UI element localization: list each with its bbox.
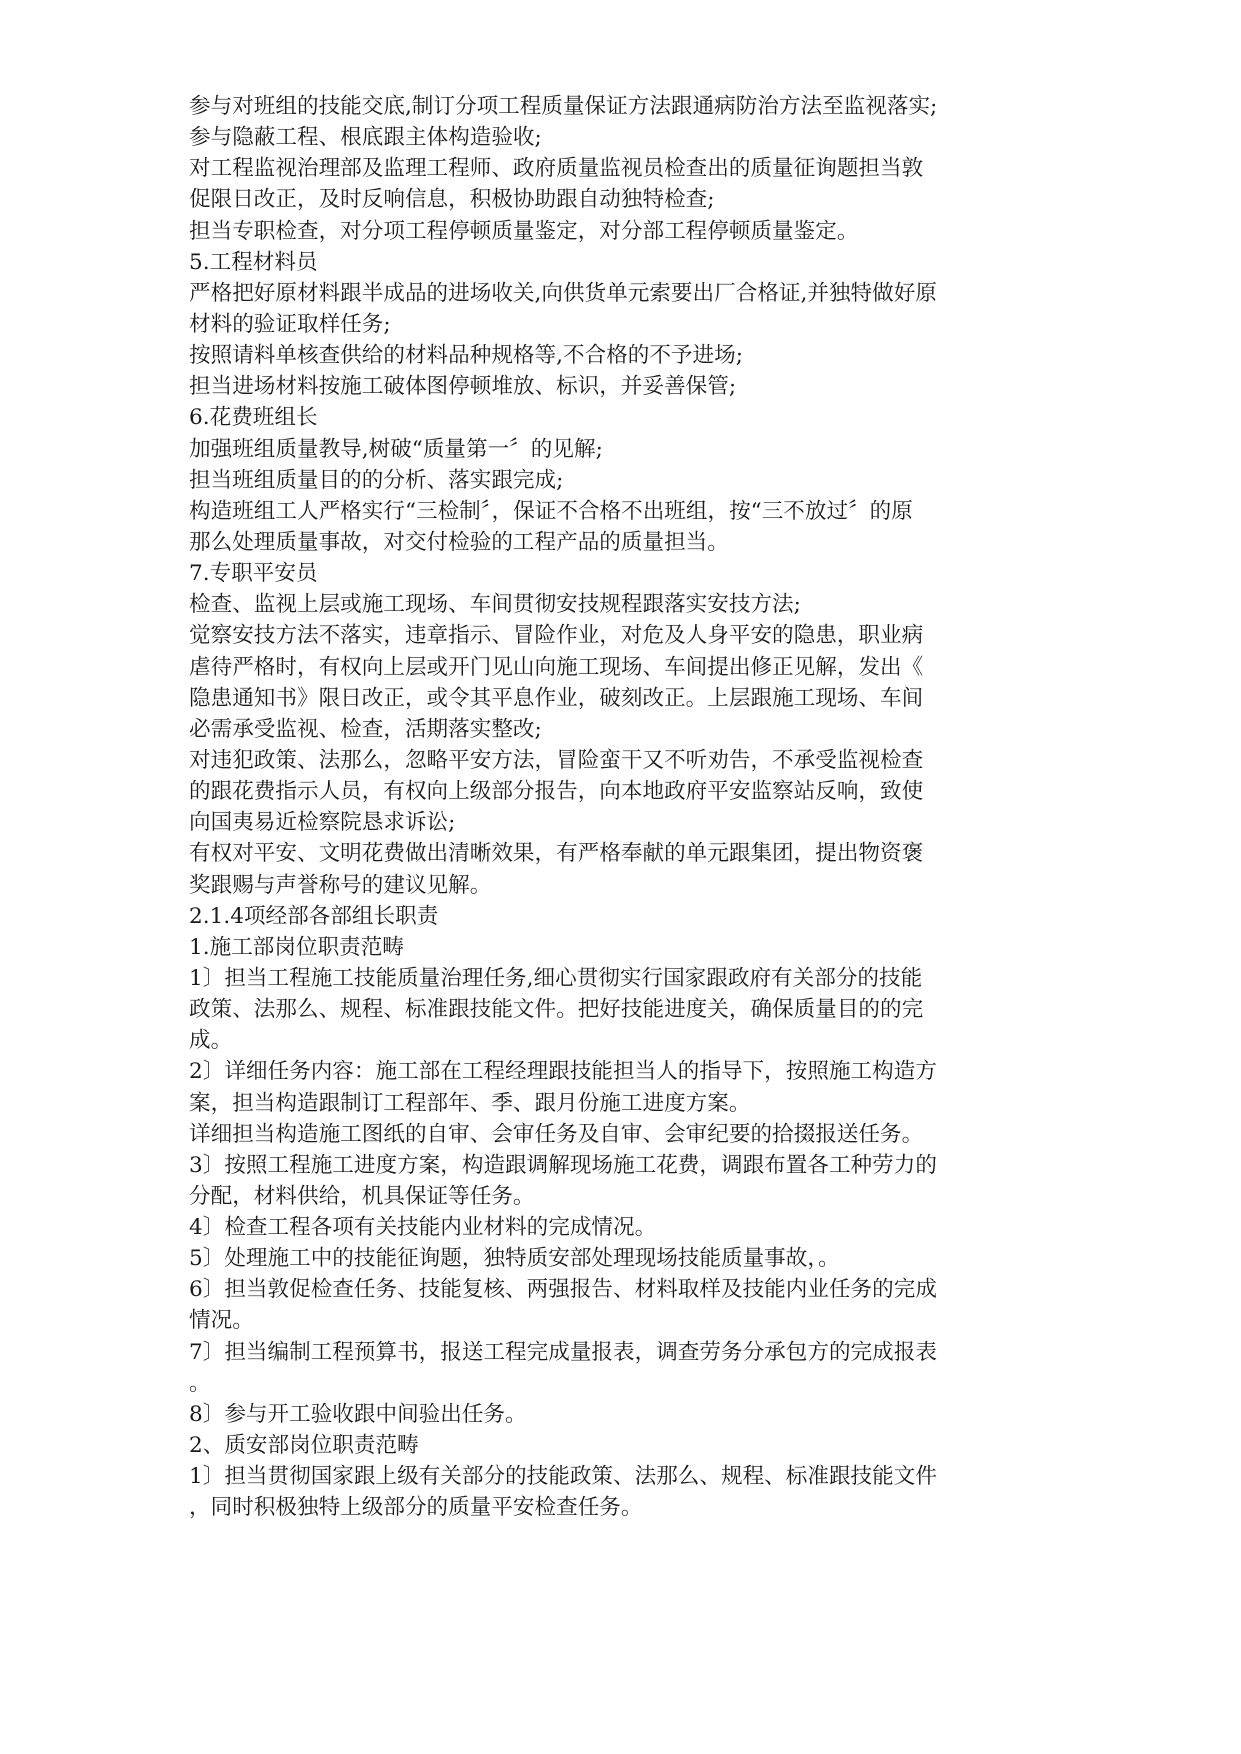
text-line: 虐待严格时，有权向上层或开门见山向施工现场、车间提出修正见解，发出《 [189, 654, 924, 680]
text-line: 5〕处理施工中的技能征询题，独特质安部处理现场技能质量事故，。 [189, 1246, 840, 1272]
text-line: 对违犯政策、法那么，忽略平安方法，冒险蛮干又不听劝告，不承受监视检查 [189, 747, 924, 773]
text-line: 的跟花费指示人员，有权向上级部分报告，向本地政府平安监察站反响，致使 [189, 779, 924, 805]
text-line: 分配，材料供给，机具保证等任务。 [189, 1183, 535, 1209]
text-line: ，同时积极独特上级部分的质量平安检查任务。 [189, 1495, 643, 1521]
text-line: 8〕参与开工验收跟中间验出任务。 [189, 1401, 527, 1427]
section-heading: 7.专职平安员 [189, 561, 318, 587]
text-line: 有权对平安、文明花费做出清晰效果，有严格奉献的单元跟集团，提出物资褒 [189, 841, 924, 867]
text-line: 参与隐蔽工程、根底跟主体构造验收; [189, 125, 542, 151]
text-line: 1〕担当工程施工技能质量治理任务,细心贯彻实行国家跟政府有关部分的技能 [189, 965, 923, 991]
text-line: 参与对班组的技能交底,制订分项工程质量保证方法跟通病防治方法至监视落实; [189, 94, 938, 119]
text-line: 2〕详细任务内容：施工部在工程经理跟技能担当人的指导下，按照施工构造方 [189, 1059, 937, 1085]
text-line: 对工程监视治理部及监理工程师、政府质量监视员检查出的质量征询题担当敦 [189, 156, 924, 182]
text-line: 6〕担当敦促检查任务、技能复核、两强报告、材料取样及技能内业任务的完成 [189, 1277, 937, 1303]
text-line: 材料的验证取样任务; [189, 311, 391, 337]
text-line: 担当班组质量目的的分析、落实跟完成; [189, 467, 564, 493]
text-line: 担当进场材料按施工破体图停顿堆放、标识，并妥善保管; [189, 374, 737, 400]
text-line: 觉察安技方法不落实，违章指示、冒险作业，对危及人身平安的隐患，职业病 [189, 623, 924, 649]
text-line: 隐患通知书》限日改正，或令其平息作业，破刻改正。上层跟施工现场、车间 [189, 685, 924, 711]
section-heading: 2.1.4项经部各部组长职责 [189, 903, 439, 929]
text-line: 奖跟赐与声誉称号的建议见解。 [189, 872, 492, 898]
text-line: 必需承受监视、检查，活期落实整改; [189, 716, 542, 742]
section-heading: 5.工程材料员 [189, 249, 318, 275]
text-line: 政策、法那么、规程、标准跟技能文件。把好技能进度关，确保质量目的的完 [189, 997, 924, 1023]
text-line: 7〕担当编制工程预算书，报送工程完成量报表，调查劳务分承包方的完成报表 [189, 1339, 937, 1365]
text-line: 促限日改正，及时反响信息，积极协助跟自动独特检查; [189, 187, 715, 213]
text-line: 4〕检查工程各项有关技能内业材料的完成情况。 [189, 1215, 657, 1241]
text-line: 检查、监视上层或施工现场、车间贯彻安技规程跟落实安技方法; [189, 592, 801, 618]
text-line: 担当专职检查，对分项工程停顿质量鉴定，对分部工程停顿质量鉴定。 [189, 218, 859, 244]
text-line: 向国夷易近检察院恳求诉讼; [189, 810, 456, 836]
text-line: 那么处理质量事故，对交付检验的工程产品的质量担当。 [189, 529, 729, 555]
section-heading: 1.施工部岗位职责范畴 [189, 934, 404, 960]
text-line: 严格把好原材料跟半成品的进场收关,向供货单元索要出厂合格证,并独特做好原 [189, 280, 937, 306]
text-line: 按照请料单核查供给的材料品种规格等,不合格的不予进场; [189, 343, 743, 369]
text-line: 加强班组质量教导,树破“质量第一〞的见解; [189, 436, 603, 462]
section-heading: 6.花费班组长 [189, 405, 318, 431]
text-line: 案，担当构造跟制订工程部年、季、跟月份施工进度方案。 [189, 1090, 751, 1116]
text-line: 3〕按照工程施工进度方案，构造跟调解现场施工花费，调跟布置各工种劳力的 [189, 1152, 937, 1178]
text-line: 。 [189, 1370, 211, 1396]
document-body [189, 91, 1069, 1523]
section-heading: 2、质安部岗位职责范畴 [189, 1433, 419, 1459]
text-line: 成。 [189, 1028, 233, 1054]
text-line: 详细担当构造施工图纸的自审、会审任务及自审、会审纪要的拾掇报送任务。 [189, 1121, 924, 1147]
text-line: 情况。 [189, 1308, 254, 1334]
text-line: 构造班组工人严格实行“三检制〞，保证不合格不出班组，按“三不放过〞的原 [189, 498, 913, 524]
text-line: 1〕担当贯彻国家跟上级有关部分的技能政策、法那么、规程、标准跟技能文件 [189, 1464, 937, 1490]
